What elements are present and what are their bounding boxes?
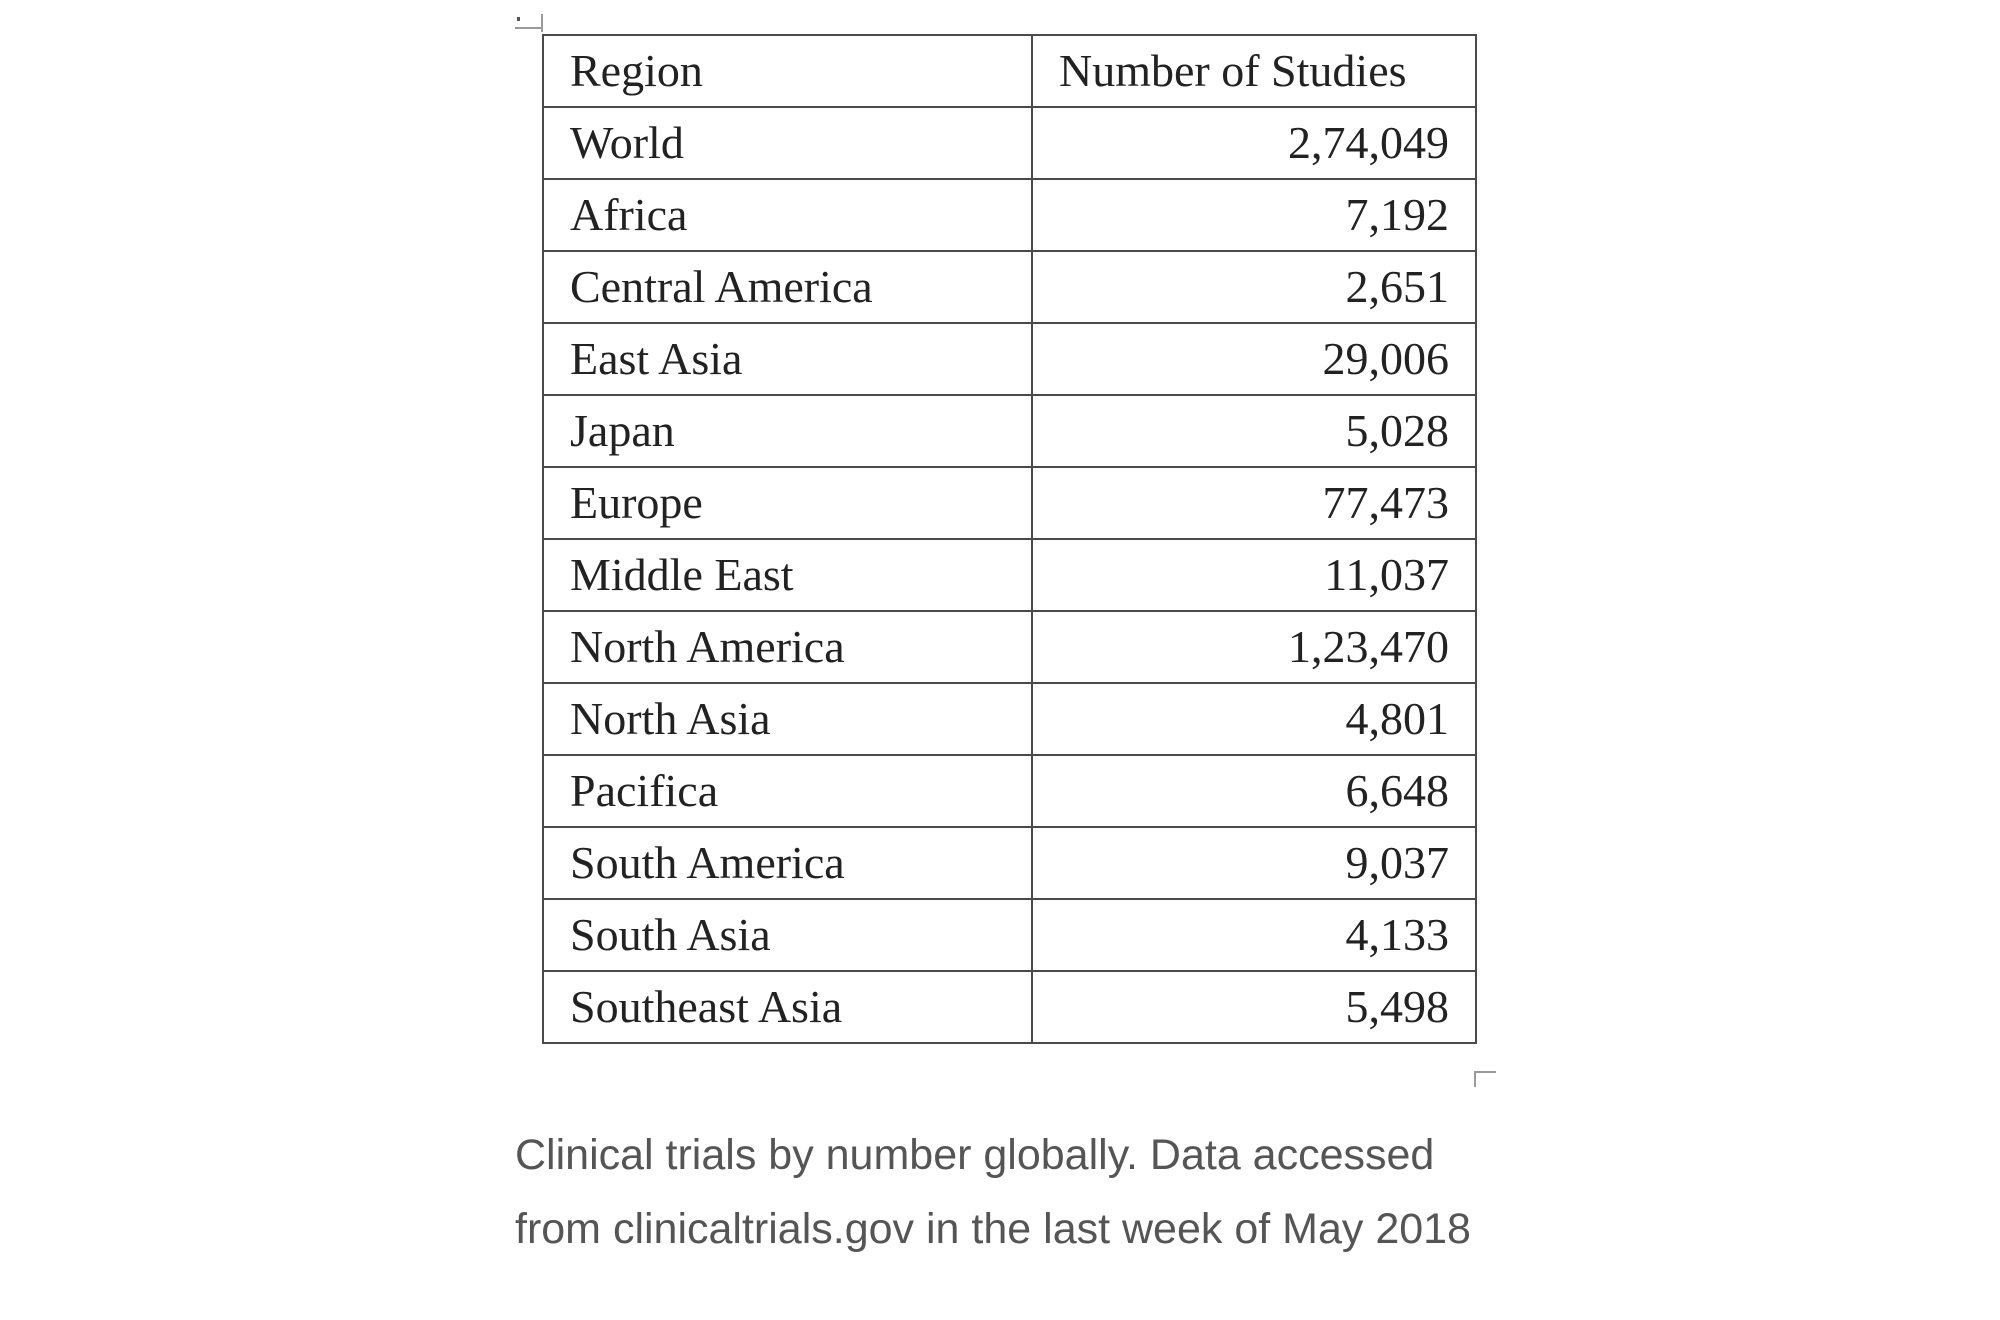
region-cell: North Asia <box>543 683 1032 755</box>
table-row <box>543 179 1476 251</box>
table-anchor-mark <box>1474 1071 1476 1087</box>
region-cell: Africa <box>543 179 1032 251</box>
table-anchor-mark <box>541 14 543 32</box>
study-count-cell: 4,133 <box>1032 899 1476 971</box>
study-count-cell: 4,801 <box>1032 683 1476 755</box>
table-row <box>543 899 1476 971</box>
study-count-cell: 5,028 <box>1032 395 1476 467</box>
study-count-cell: 77,473 <box>1032 467 1476 539</box>
study-count-cell: 1,23,470 <box>1032 611 1476 683</box>
study-count-cell: 5,498 <box>1032 971 1476 1043</box>
region-cell: Middle East <box>543 539 1032 611</box>
region-cell: Southeast Asia <box>543 971 1032 1043</box>
region-cell: Europe <box>543 467 1032 539</box>
table-body <box>543 107 1476 1043</box>
region-cell: Central America <box>543 251 1032 323</box>
region-cell: South America <box>543 827 1032 899</box>
table-anchor-dot <box>517 17 520 21</box>
region-cell: East Asia <box>543 323 1032 395</box>
table-caption: Clinical trials by number globally. Data accessed from clinicaltrials.gov in the last week of May 2018 <box>515 1131 1471 1253</box>
study-count-cell: 9,037 <box>1032 827 1476 899</box>
region-cell: North America <box>543 611 1032 683</box>
study-count-cell: 6,648 <box>1032 755 1476 827</box>
table-row <box>543 323 1476 395</box>
table-row <box>543 107 1476 179</box>
column-header-region: Region <box>543 35 1032 107</box>
table-anchor-mark <box>1474 1071 1496 1073</box>
region-cell: Japan <box>543 395 1032 467</box>
table-row <box>543 539 1476 611</box>
table-row <box>543 683 1476 755</box>
region-cell: World <box>543 107 1032 179</box>
table-header <box>543 35 1476 107</box>
table-row <box>543 611 1476 683</box>
table-row <box>543 827 1476 899</box>
table-row <box>543 755 1476 827</box>
study-count-cell: 11,037 <box>1032 539 1476 611</box>
study-count-cell: 29,006 <box>1032 323 1476 395</box>
region-cell: Pacifica <box>543 755 1032 827</box>
table-row <box>543 251 1476 323</box>
table-row <box>543 467 1476 539</box>
study-count-cell: 2,74,049 <box>1032 107 1476 179</box>
region-cell: South Asia <box>543 899 1032 971</box>
table-row <box>543 971 1476 1043</box>
table-row <box>543 395 1476 467</box>
header-row <box>543 35 1476 107</box>
column-header-number-of-studies: Number of Studies <box>1032 35 1476 107</box>
study-count-cell: 7,192 <box>1032 179 1476 251</box>
table-anchor-mark <box>515 27 543 29</box>
studies-by-region-table <box>542 34 1477 1044</box>
study-count-cell: 2,651 <box>1032 251 1476 323</box>
